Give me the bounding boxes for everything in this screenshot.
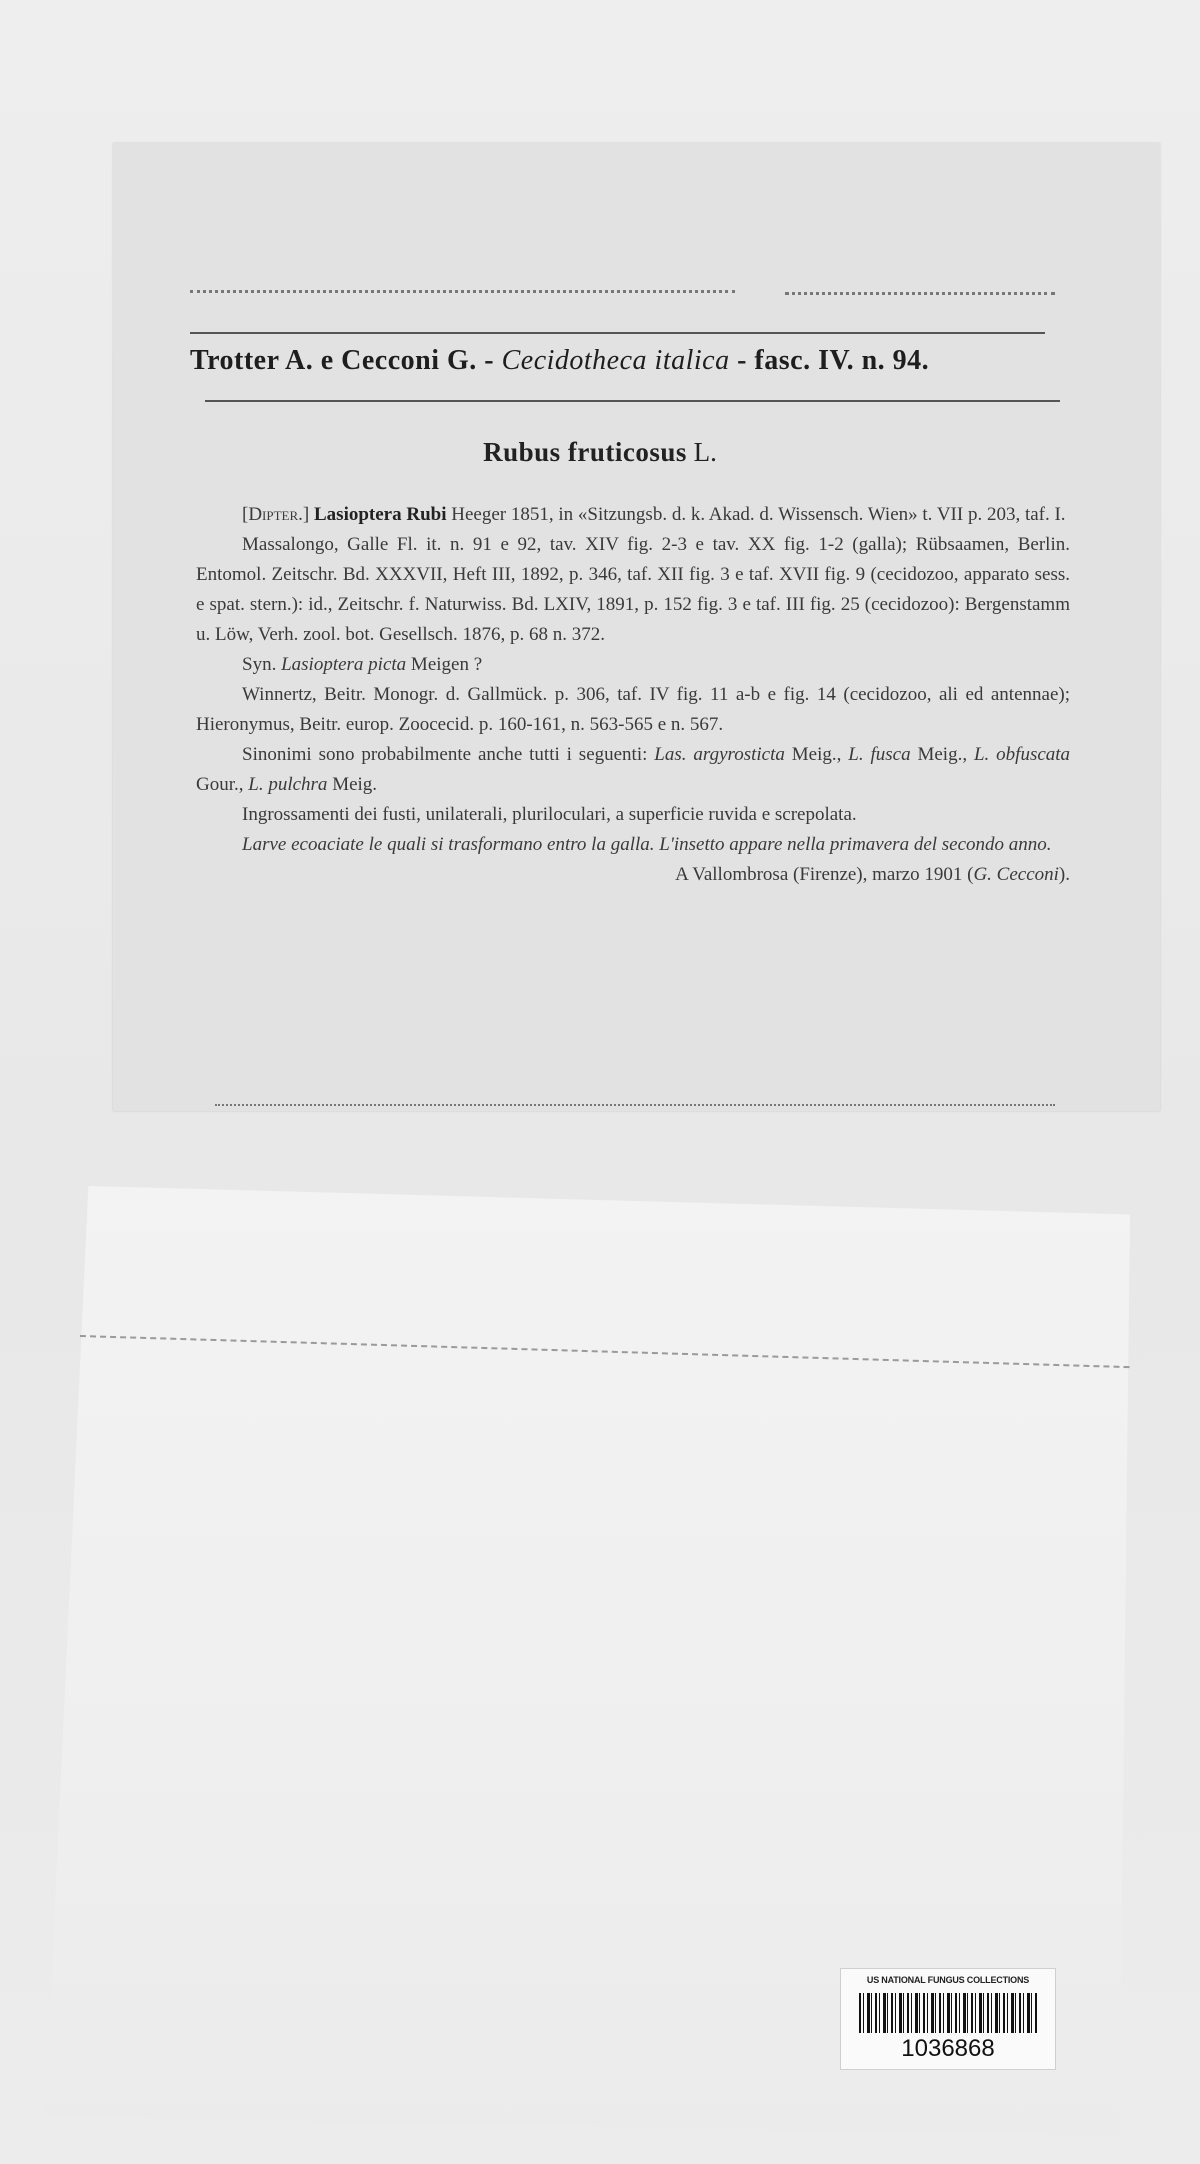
synonym-3: L. obfuscata — [973, 744, 1071, 765]
barcode-bars — [859, 1993, 1037, 2033]
label-body — [196, 500, 1070, 890]
locality: A Vallombrosa (Firenze), marzo 1901 — [675, 864, 963, 885]
synonyms-lead: Sinonimi sono probabilmente anche tutti i seguenti: — [242, 744, 648, 765]
gall-taxon: Lasioptera Rubi — [314, 504, 447, 525]
synonym-1: Las. argyrosticta — [654, 744, 785, 765]
insect-order: [Dipter.] — [242, 504, 310, 525]
header-bottom-rule — [205, 400, 1060, 402]
collection-locality-date: A Vallombrosa (Firenze), marzo 1901 (G. Cecconi). — [675, 864, 1070, 885]
header-series: Cecidotheca italica — [501, 345, 730, 376]
species-name: Rubus fruticosus — [483, 437, 687, 467]
barcode-number: 1036868 — [901, 2035, 995, 2062]
paragraph-gall-description: Ingrossamenti dei fusti, unilaterali, pluriloculari, a superficie ruvida e screpolata. — [242, 804, 857, 825]
header-top-rule — [190, 332, 1045, 334]
syn-lead: Syn. — [242, 654, 277, 675]
label-bottom-rule — [215, 1104, 1055, 1106]
taxon-citation: Heeger 1851, in «Sitzungsb. d. k. Akad. d. Wissensch. Wien» t. VII p. 203, taf. I. — [451, 504, 1066, 525]
collector: G. Cecconi — [973, 864, 1059, 885]
paragraph-description — [196, 500, 1070, 530]
top-dotted-rule-right — [785, 292, 1055, 295]
species-title — [0, 437, 1200, 468]
paragraph-synonyms — [196, 740, 1070, 800]
species-authority: L. — [693, 437, 717, 467]
barcode-label — [840, 1968, 1056, 2070]
top-dotted-rule-left — [190, 290, 735, 293]
barcode-collection-name: US NATIONAL FUNGUS COLLECTIONS — [866, 1975, 1030, 1985]
paragraph-references: Massalongo, Galle Fl. it. n. 91 e 92, tav. XIV fig. 2-3 e tav. XX fig. 1-2 (galla); Rübsaamen, Berlin. Entomol. Zeitschr. Bd. XXXVII, Heft III, 1892, p. 346, taf. XII fig. 3 e taf. XVII fig. 9 (cecidozoo, apparato sess. e spat. stern.): id., Zeitschr. f. Naturwiss. Bd. LXIV, 1891, p. 152 fig. 3 e taf. III fig. 25 (cecidozoo): Bergenstamm u. Löw, Verh. zool. bot. Gesellsch. 1876, p. 68 n. 372. — [196, 534, 1070, 645]
paragraph-references-2: Winnertz, Beitr. Monogr. d. Gallmück. p. 306, taf. IV fig. 11 a-b e fig. 14 (cecidozoo, ali ed antennae); Hieronymus, Beitr. europ. Zoocecid. p. 160-161, n. 563-565 e n. 567. — [196, 684, 1070, 735]
syn-author: Meigen ? — [410, 654, 483, 675]
header-authors: Trotter A. e Cecconi G. - — [190, 345, 495, 376]
synonym-4-author: Meig. — [332, 774, 378, 795]
synonym-3-author: Gour., — [196, 774, 244, 795]
label-header — [190, 345, 1070, 377]
synonym-1-author: Meig., — [791, 744, 842, 765]
paragraph-larvae: Larve ecoaciate le quali si trasformano entro la galla. L'insetto appare nella primavera del secondo anno. — [242, 834, 1052, 855]
synonym-4: L. pulchra — [248, 774, 328, 795]
synonym-2-author: Meig., — [917, 744, 968, 765]
synonym-2: L. fusca — [848, 744, 911, 765]
paragraph-synonym — [196, 650, 1070, 680]
header-fascicle: - fasc. IV. n. 94. — [737, 345, 930, 376]
syn-name: Lasioptera picta — [281, 654, 407, 675]
